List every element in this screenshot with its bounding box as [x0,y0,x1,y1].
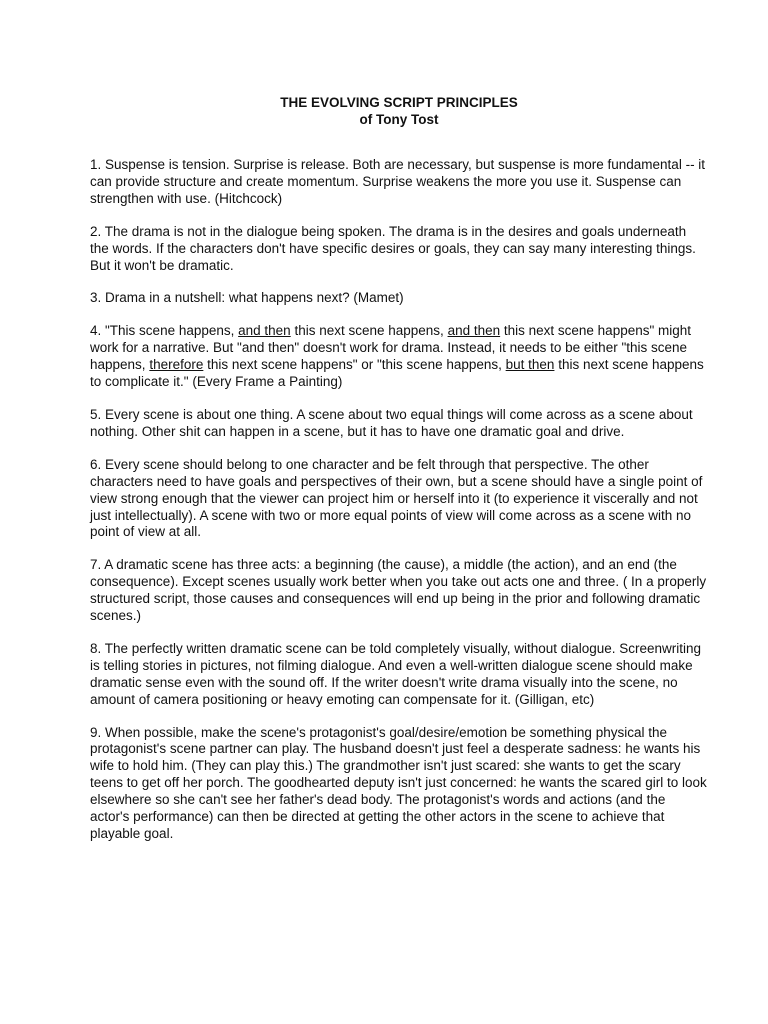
principle-8: 8. The perfectly written dramatic scene can be told completely visually, without dialogue. Screenwriting is telling stories in pictures, not filming dialogue. And even a well-written dialogue scene should make dramatic sense even with the sound off. If the writer doesn't write drama visually into the scene, no amount of camera positioning or heavy emoting can compensate for it. (Gilligan, etc) [90,640,702,707]
principle-4-text-4: this next scene happens" or "this scene happens, [203,357,506,373]
title-line-2: of Tony Tost [359,112,439,127]
principle-3: 3. Drama in a nutshell: what happens next? (Mamet) [90,290,404,306]
principle-1: 1. Suspense is tension. Surprise is release. Both are necessary, but suspense is more fundamental -- it can provide structure and create momentum. Surprise weakens the more you use it. Suspense can strengthen with use. (Hitchcock) [90,157,706,206]
principle-4-text-5: this next scene happens to complicate it." (Every Frame a Painting) [90,357,704,390]
principle-4-underline-4: but then [505,357,555,373]
principle-4-text-1: 4. "This scene happens, [90,323,239,339]
principle-7: 7. A dramatic scene has three acts: a beginning (the cause), a middle (the action), and an end (the consequence). Except scenes usually work better when you take out acts one and three. ( In a properly structured script, those causes and consequences will end up being in the prior and following dramatic scenes.) [90,557,707,624]
principle-4 [90,323,708,391]
principles-list [90,157,708,843]
principle-2: 2. The drama is not in the dialogue being spoken. The drama is in the desires and goals underneath the words. If the characters don't have specific desires or goals, they can say many interesting things. But it won't be dramatic. [90,223,696,273]
principle-4-underline-2: and then [447,323,501,339]
document-title [90,94,708,128]
title-line-1: THE EVOLVING SCRIPT PRINCIPLES [280,95,518,110]
principle-6: 6. Every scene should belong to one character and be felt through that perspective. The other characters need to have goals and perspectives of their own, but a scene should have a single point of view strong enough that the viewer can project him or herself into it (to experience it viscerally and not just intellectually). A scene with two or more equal points of view will come across as a scene with no point of view at all. [90,456,703,540]
principle-5: 5. Every scene is about one thing. A scene about two equal things will come across as a scene about nothing. Other shit can happen in a scene, but it has to have one dramatic goal and drive. [90,406,693,439]
principle-4-underline-3: therefore [149,357,204,373]
principle-9: 9. When possible, make the scene's protagonist's goal/desire/emotion be something physical the protagonist's scene partner can play. The husband doesn't just feel a desperate sadness: he wants his wife to hold him. (They can play this.) The grandmother isn't just scared: she wants to get the scary teens to get off her porch. The goodhearted deputy isn't just concerned: he wants the scared girl to look elsewhere so she can't see her father's dead body. The protagonist's words and actions (and the actor's performance) can then be directed at getting the other actors in the scene to achieve that playable goal. [90,724,707,841]
principle-4-text-3: this next scene happens" might work for a narrative. But "and then" doesn't work for drama. Instead, it needs to be either "this scene happens, [90,323,692,373]
principle-4-underline-1: and then [238,323,291,339]
principle-4-text-2: this next scene happens, [290,323,448,339]
